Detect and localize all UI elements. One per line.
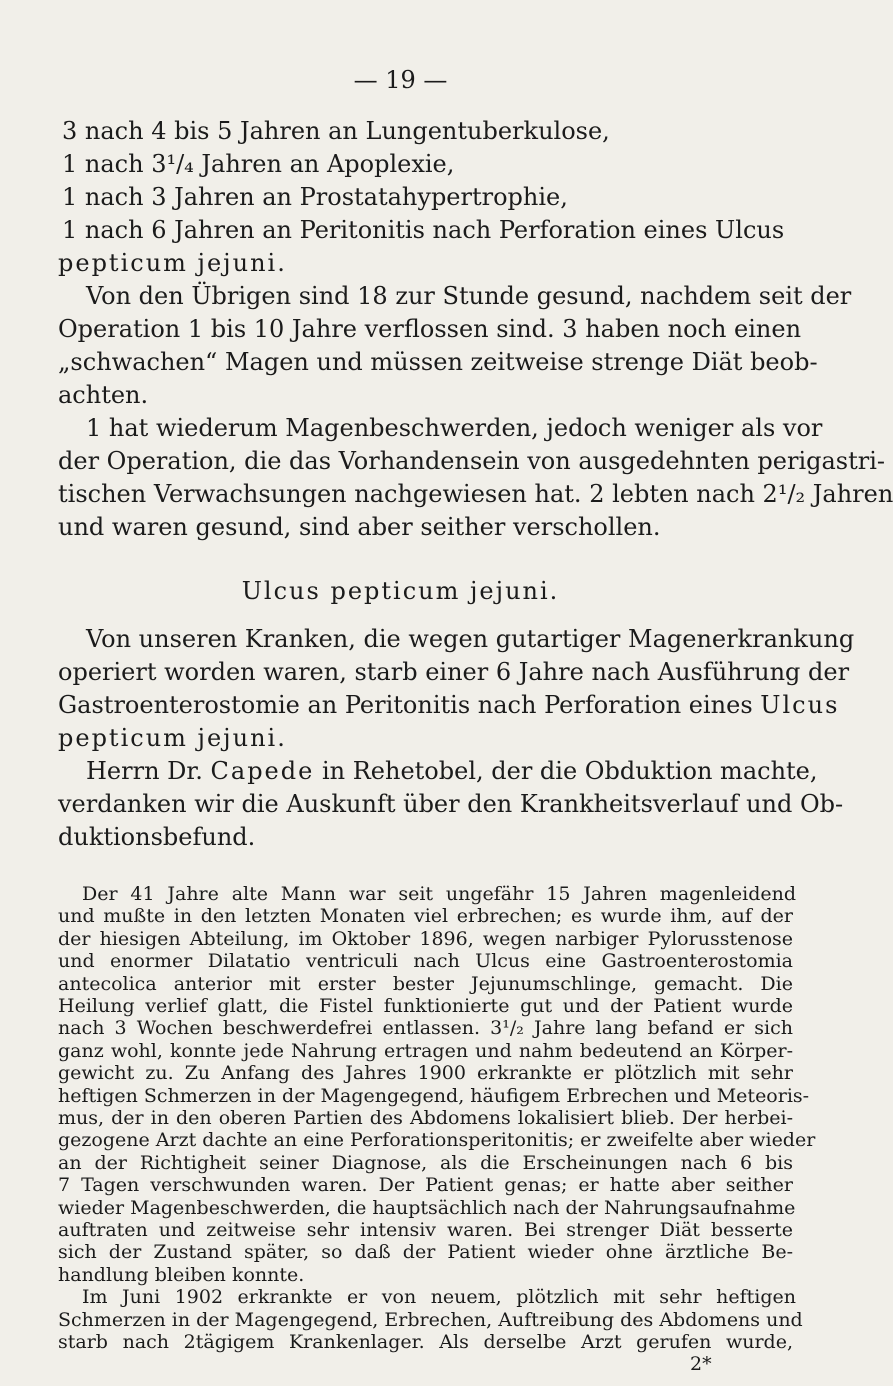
list-line: 1 nach 3¹/₄ Jahren an Apoplexie, <box>62 150 455 178</box>
paragraph-line: achten. <box>58 381 149 409</box>
case-line: an der Richtigheit seiner Diagnose, als die Erscheinungen nach 6 bis <box>58 1151 793 1174</box>
paragraph-line: operiert worden waren, starb einer 6 Jahre nach Ausführung der <box>58 658 850 686</box>
paragraph-line: tischen Verwachsungen nachgewiesen hat. 2 lebten nach 2¹/₂ Jahren <box>58 480 893 508</box>
case-line: handlung bleiben konnte. <box>58 1263 305 1286</box>
paragraph-text: in Rehetobel, der die Obduktion machte, <box>321 757 818 785</box>
case-line: Im Juni 1902 erkrankte er von neuem, plötzlich mit sehr heftigen <box>82 1286 796 1309</box>
case-line: und enormer Dilatatio ventriculi nach Ulcus eine Gastroenterostomia <box>58 950 793 973</box>
paragraph-line: Von unseren Kranken, die wegen gutartiger Magenerkrankung <box>86 625 855 653</box>
case-line: auftraten und zeitweise sehr intensiv waren. Bei strenger Diät besserte <box>58 1219 793 1241</box>
signature-mark: 2* <box>690 1353 712 1376</box>
paragraph-line <box>86 757 818 785</box>
case-line: starb nach 2tägigem Krankenlager. Als derselbe Arzt gerufen wurde, <box>58 1331 793 1353</box>
case-line: gezogene Arzt dachte an eine Perforationsperitonitis; er zweifelte aber wieder <box>58 1129 816 1152</box>
section-heading: Ulcus pepticum jejuni. <box>241 577 560 605</box>
paragraph-line: pepticum jejuni. <box>58 724 287 752</box>
case-line: wieder Magenbeschwerden, die hauptsächlich nach der Nahrungsaufnahme <box>58 1196 796 1219</box>
case-line: und mußte in den letzten Monaten viel erbrechen; es wurde ihm, auf der <box>58 905 793 928</box>
paragraph-line: „schwachen“ Magen und müssen zeitweise strenge Diät beob- <box>58 348 818 376</box>
case-line: 7 Tagen verschwunden waren. Der Patient genas; er hatte aber seither <box>58 1174 793 1197</box>
case-line: Heilung verlief glatt, die Fistel funktionierte gut und der Patient wurde <box>58 995 793 1017</box>
case-line: der hiesigen Abteilung, im Oktober 1896, wegen narbiger Pylorusstenose <box>58 927 793 950</box>
paragraph-line <box>58 691 840 719</box>
list-line: pepticum jejuni. <box>58 249 287 277</box>
list-line: 3 nach 4 bis 5 Jahren an Lungentuberkulose, <box>62 117 610 145</box>
paragraph-text: Gastroenterostomie an Peritonitis nach Perforation eines <box>58 691 753 719</box>
list-line: 1 nach 6 Jahren an Peritonitis nach Perforation eines Ulcus <box>62 216 785 244</box>
case-line: heftigen Schmerzen in der Magengegend, häufigem Erbrechen und Meteoris- <box>58 1084 810 1107</box>
paragraph-line: 1 hat wiederum Magenbeschwerden, jedoch weniger als vor <box>86 414 823 442</box>
paragraph-line: und waren gesund, sind aber seither verschollen. <box>58 513 661 541</box>
paragraph-text: Herrn Dr. <box>86 757 203 785</box>
person-name: Capede <box>210 757 315 785</box>
emphasis-term: Ulcus <box>760 691 840 719</box>
page-number: — 19 — <box>353 66 448 94</box>
paragraph-line: Operation 1 bis 10 Jahre verflossen sind. 3 haben noch einen <box>58 315 802 343</box>
case-line: sich der Zustand später, so daß der Patient wieder ohne ärztliche Be- <box>58 1241 793 1264</box>
paragraph-line: der Operation, die das Vorhandensein von ausgedehnten perigastri- <box>58 447 886 475</box>
case-line: ganz wohl, konnte jede Nahrung ertragen und nahm bedeutend an Körper- <box>58 1039 793 1062</box>
paragraph-line: duktionsbefund. <box>58 823 256 851</box>
paragraph-line: verdanken wir die Auskunft über den Krankheitsverlauf und Ob- <box>58 790 844 818</box>
paragraph-line: Von den Übrigen sind 18 zur Stunde gesund, nachdem seit der <box>86 282 852 310</box>
case-line: mus, der in den oberen Partien des Abdomens lokalisiert blieb. Der herbei- <box>58 1107 793 1129</box>
case-line: Der 41 Jahre alte Mann war seit ungefähr 15 Jahren magenleidend <box>82 883 796 905</box>
list-line: 1 nach 3 Jahren an Prostatahypertrophie, <box>62 183 568 211</box>
case-line: gewicht zu. Zu Anfang des Jahres 1900 erkrankte er plötzlich mit sehr <box>58 1062 793 1085</box>
case-line: antecolica anterior mit erster bester Jejunumschlinge, gemacht. Die <box>58 972 793 995</box>
case-line: nach 3 Wochen beschwerdefrei entlassen. 3¹/₂ Jahre lang befand er sich <box>58 1017 793 1040</box>
case-line: Schmerzen in der Magengegend, Erbrechen, Auftreibung des Abdomens und <box>58 1308 803 1331</box>
